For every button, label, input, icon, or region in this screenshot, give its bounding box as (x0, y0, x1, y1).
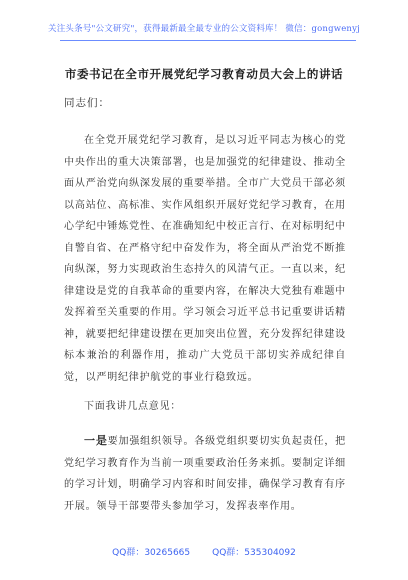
header-note: 关注头条号"公文研究"，获得最新最全最专业的公文资料库！ 微信：gongwenyj (48, 24, 360, 34)
salutation: 同志们： (64, 97, 110, 109)
header-divider (60, 40, 356, 41)
body-paragraph-3 (64, 430, 346, 517)
footer-qq-group-2: QQ群：535304092 (212, 548, 296, 558)
paragraph-3-text: 要加强组织领导。各级党组织要切实负起责任，把党纪学习教育作为当前一项重要政治任务来抓。要制定详细的学习计划，明确学习内容和时间安排，确保学习教育有序开展。领导干部要带头参加学习，发挥表率作用。 (64, 436, 346, 512)
body-paragraph-2: 下面我讲几点意见： (84, 401, 182, 412)
document-title: 市委书记在全市开展党纪学习教育动员大会上的讲话 (64, 67, 344, 81)
footer-qq-group-1: QQ群：30265665 (112, 548, 191, 558)
footer (0, 545, 408, 558)
paragraph-3-lead: 一是 (84, 434, 108, 447)
body-paragraph-1: 在全党开展党纪学习教育，是以习近平同志为核心的党中央作出的重大决策部署，也是加强党的纪律建设、推动全面从严治党向纵深发展的重要举措。全市广大党员干部必须以高站位、高标准、实作风组织开展好党纪学习教育，在用心学纪中锤炼党性、在准确知纪中校正言行、在对标明纪中自警自省、在严格守纪中奋发作为，将全面从严治党不断推向纵深，努力实现政治生态持久的风清气正。一直以来，纪律建设是党的自我革命的重要内容，在解决大党独有难题中发挥着至关重要的作用。学习领会习近平总书记重要讲话精神，就要把纪律建设摆在更加突出位置，充分发挥纪律建设标本兼治的利器作用，推动广大党员干部切实养成纪律自觉，以严明纪律护航党的事业行稳致远。 (64, 135, 346, 383)
